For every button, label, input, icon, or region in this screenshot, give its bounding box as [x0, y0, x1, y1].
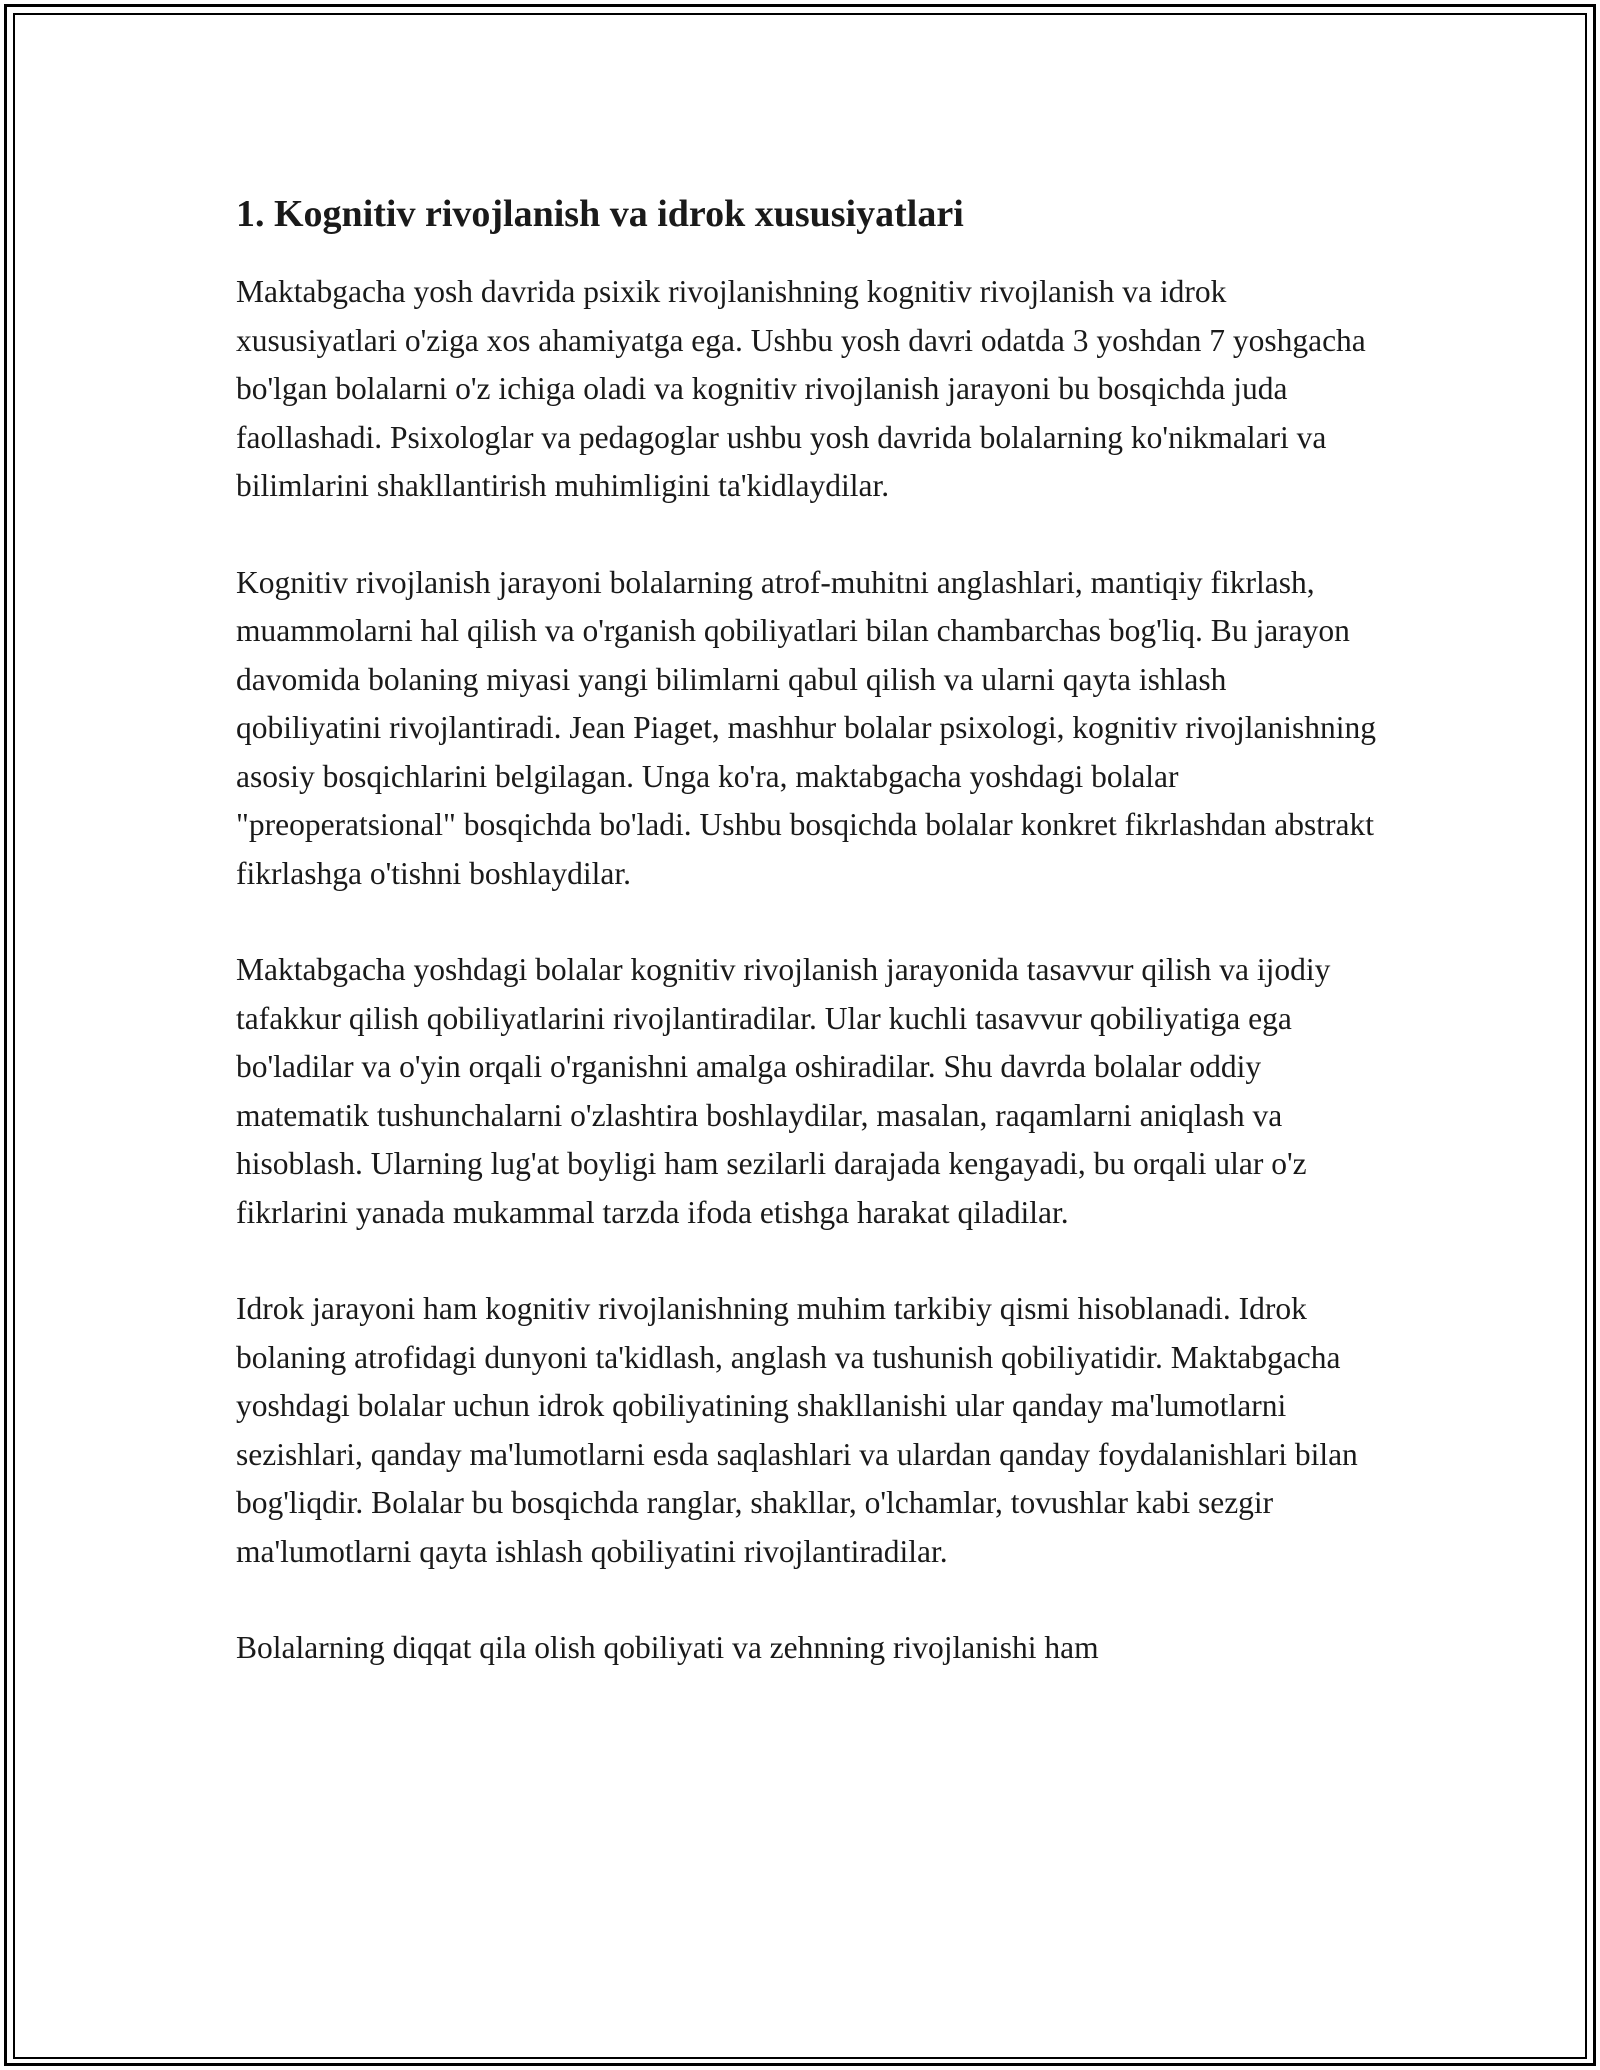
paragraph-5: Bolalarning diqqat qila olish qobiliyati va zehnning rivojlanishi ham	[236, 1630, 1099, 1665]
paragraph-4: Idrok jarayoni ham kognitiv rivojlanishning muhim tarkibiy qismi hisoblanadi. Idrok bolaning atrofidagi dunyoni ta'kidlash, anglash va tushunish qobiliyatidir. Maktabgacha yoshdagi bolalar uchun idrok qobiliyatining shakllanishi ular qanday ma'lumotlarni sezishlari, qanday ma'lumotlarni esda saqlashlari va ulardan qanday foydalanishlari bilan bog'liqdir. Bolalar bu bosqichda ranglar, shakllar, o'lchamlar, tovushlar kabi sezgir ma'lumotlarni qayta ishlash qobiliyatini rivojlantiradilar.	[236, 1291, 1358, 1569]
section-heading: 1. Kognitiv rivojlanish va idrok xususiyatlari	[236, 193, 964, 235]
paragraph-2: Kognitiv rivojlanish jarayoni bolalarning atrof-muhitni anglashlari, mantiqiy fikrlash, muammolarni hal qilish va o'rganish qobiliyatlari bilan chambarchas bog'liq. Bu jarayon davomida bolaning miyasi yangi bilimlarni qabul qilish va ularni qayta ishlash qobiliyatini rivojlantiradi. Jean Piaget, mashhur bolalar psixologi, kognitiv rivojlanishning asosiy bosqichlarini belgilagan. Unga ko'ra, maktabgacha yoshdagi bolalar "preoperatsional" bosqichda bo'ladi. Ushbu bosqichda bolalar konkret fikrlashdan abstrakt fikrlashga o'tishni boshlaydilar.	[236, 564, 1376, 891]
document-body	[236, 186, 1376, 1721]
paragraph-1: Maktabgacha yosh davrida psixik rivojlanishning kognitiv rivojlanish va idrok xususiyatlari o'ziga xos ahamiyatga ega. Ushbu yosh davri odatda 3 yoshdan 7 yoshgacha bo'lgan bolalarni o'z ichiga oladi va kognitiv rivojlanish jarayoni bu bosqichda juda faollashadi. Psixologlar va pedagoglar ushbu yosh davrida bolalarning ko'nikmalari va bilimlarini shakllantirish muhimligini ta'kidlaydilar.	[236, 274, 1366, 503]
paragraph-3: Maktabgacha yoshdagi bolalar kognitiv rivojlanish jarayonida tasavvur qilish va ijodiy tafakkur qilish qobiliyatlarini rivojlantiradilar. Ular kuchli tasavvur qobiliyatiga ega bo'ladilar va o'yin orqali o'rganishni amalga oshiradilar. Shu davrda bolalar oddiy matematik tushunchalarni o'zlashtira boshlaydilar, masalan, raqamlarni aniqlash va hisoblash. Ularning lug'at boyligi ham sezilarli darajada kengayadi, bu orqali ular o'z fikrlarini yanada mukammal tarzda ifoda etishga harakat qiladilar.	[236, 952, 1331, 1230]
